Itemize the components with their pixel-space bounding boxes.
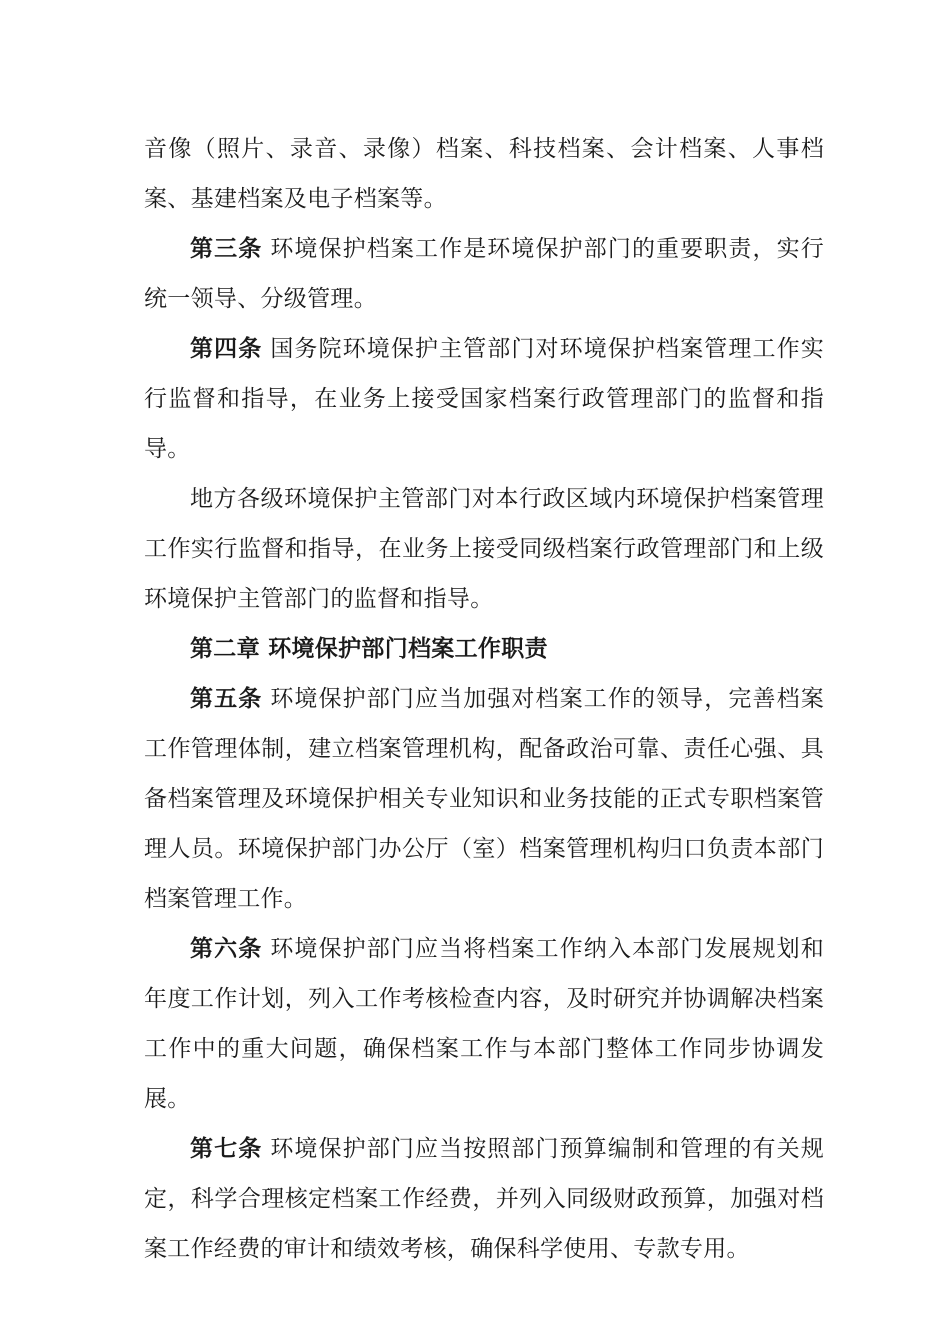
- article-5: [144, 674, 824, 924]
- paragraph-text: 环境保护档案工作是环境保护部门的重要职责，实行统一领导、分级管理。: [144, 236, 824, 312]
- article-7: [144, 1124, 824, 1274]
- article-number: 第六条: [190, 936, 263, 962]
- paragraph-text: 音像（照片、录音、录像）档案、科技档案、会计档案、人事档案、基建档案及电子档案等。: [144, 136, 824, 212]
- article-4: [144, 324, 824, 474]
- paragraph-text: 环境保护部门应当加强对档案工作的领导，完善档案工作管理体制，建立档案管理机构，配备政治可靠、责任心强、具备档案管理及环境保护相关专业知识和业务技能的正式专职档案管理人员。环境保护部门办公厅（室）档案管理机构归口负责本部门档案管理工作。: [144, 686, 824, 912]
- article-6: [144, 924, 824, 1124]
- article-number: 第五条: [190, 686, 263, 712]
- article-3: [144, 224, 824, 324]
- paragraph-text: 国务院环境保护主管部门对环境保护档案管理工作实行监督和指导，在业务上接受国家档案行政管理部门的监督和指导。: [144, 336, 824, 462]
- article-number: 第三条: [190, 236, 263, 262]
- chapter-heading: [144, 624, 824, 674]
- paragraph-continuation: [144, 124, 824, 224]
- paragraph-text: 环境保护部门应当将档案工作纳入本部门发展规划和年度工作计划，列入工作考核检查内容，及时研究并协调解决档案工作中的重大问题，确保档案工作与本部门整体工作同步协调发展。: [144, 936, 824, 1112]
- article-4-paragraph-2: [144, 474, 824, 624]
- article-number: 第七条: [190, 1136, 263, 1162]
- chapter-title: 第二章 环境保护部门档案工作职责: [190, 636, 548, 662]
- document-page: [144, 124, 824, 1274]
- article-number: 第四条: [190, 336, 263, 362]
- paragraph-text: 地方各级环境保护主管部门对本行政区域内环境保护档案管理工作实行监督和指导，在业务上接受同级档案行政管理部门和上级环境保护主管部门的监督和指导。: [144, 486, 824, 612]
- paragraph-text: 环境保护部门应当按照部门预算编制和管理的有关规定，科学合理核定档案工作经费，并列入同级财政预算，加强对档案工作经费的审计和绩效考核，确保科学使用、专款专用。: [144, 1136, 824, 1262]
